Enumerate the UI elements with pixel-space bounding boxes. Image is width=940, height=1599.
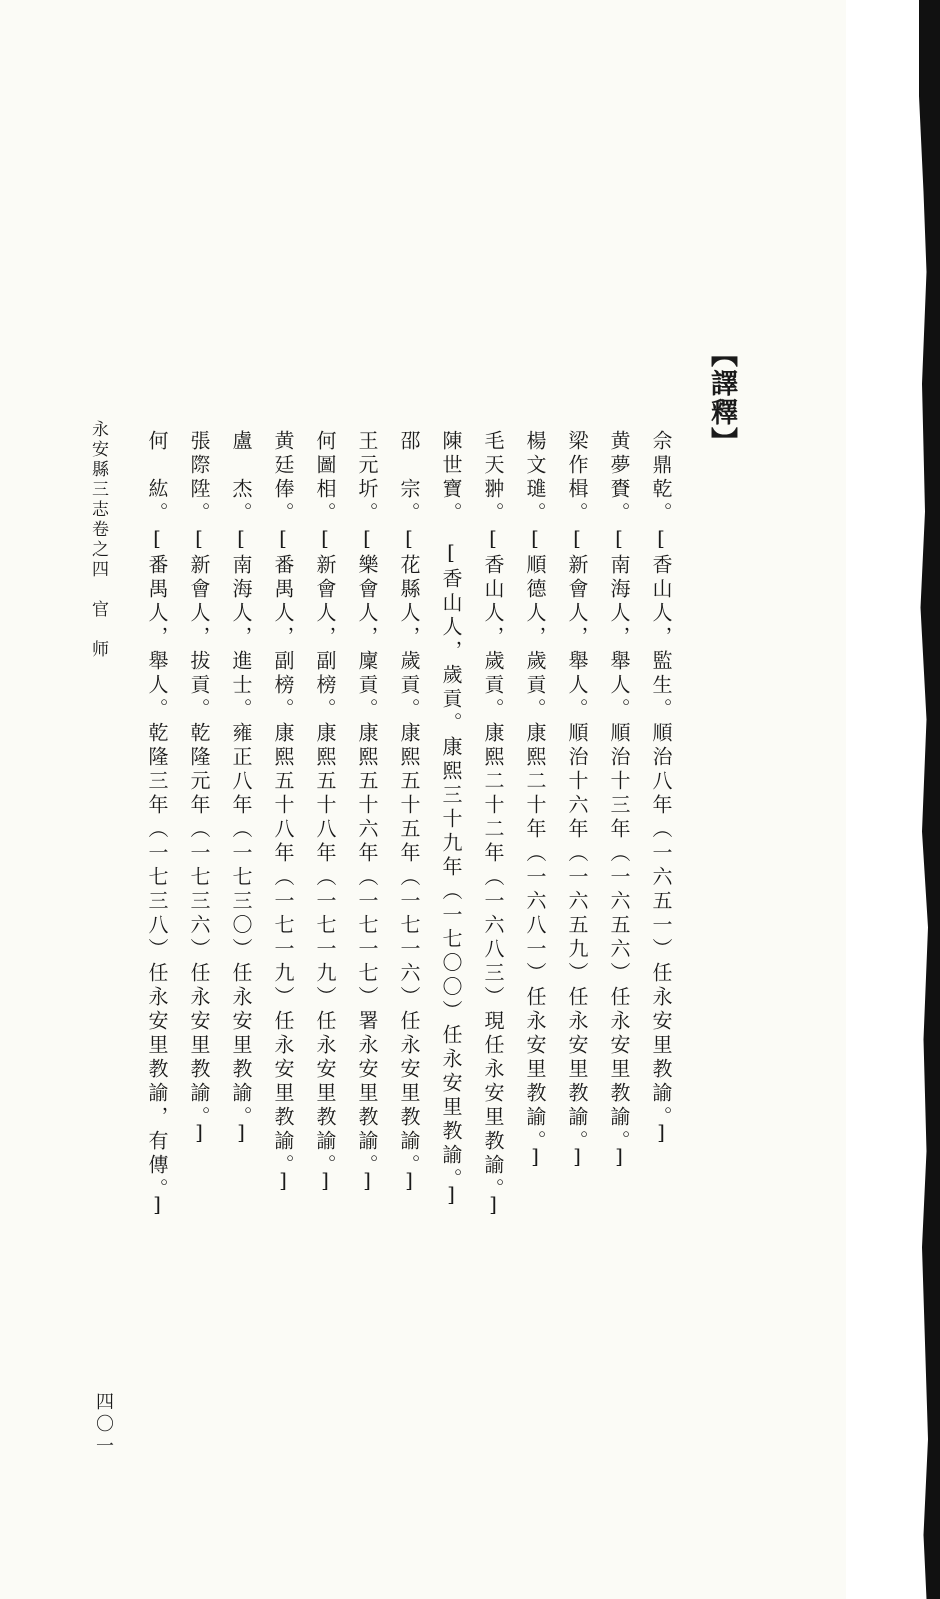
entry-1: 佘鼎乾。[香山人，監生。順治八年（一六五一）任永安里教諭。] [649,430,673,1148]
entry-2: 黄夢賚。[南海人，舉人。順治十三年（一六五六）任永安里教諭。] [607,430,631,1172]
entry-11: 盧 杰。[南海人，進士。雍正八年（一七三〇）任永安里教諭。] [229,430,253,1148]
entry-10: 黄廷俸。[番禺人，副榜。康熙五十八年（一七一九）任永安里教諭。] [271,430,295,1196]
entry-8: 王元圻。[樂會人，廩貢。康熙五十六年（一七一七）署永安里教諭。] [355,430,379,1196]
page-number: 四〇一 [93,1392,114,1458]
entry-6: 陳世寶。 [香山人，歲貢。康熙三十九年（一七〇〇）任永安里教諭。] [439,430,463,1210]
entry-4: 楊文璡。[順德人，歲貢。康熙二十年（一六八一）任永安里教諭。] [523,430,547,1172]
entry-5: 毛天翀。[香山人，歲貢。康熙二十二年（一六八三）現任永安里教諭。] [481,430,505,1220]
entry-9: 何圖相。[新會人，副榜。康熙五十八年（一七一九）任永安里教諭。] [313,430,337,1196]
entry-3: 梁作楫。[新會人，舉人。順治十六年（一六五九）任永安里教諭。] [565,430,589,1172]
entry-7: 邵 宗。[花縣人，歲貢。康熙五十五年（一七一六）任永安里教諭。] [397,430,421,1196]
entry-13: 何 紘。[番禺人，舉人。乾隆三年（一七三八）任永安里教諭，有傳。] [145,430,169,1220]
running-title: 永安縣三志卷之四 官 师 [88,420,108,660]
entry-12: 張際陞。[新會人，拔貢。乾隆元年（一七三六）任永安里教諭。] [187,430,211,1148]
section-heading: 【譯釋】 [706,340,737,456]
